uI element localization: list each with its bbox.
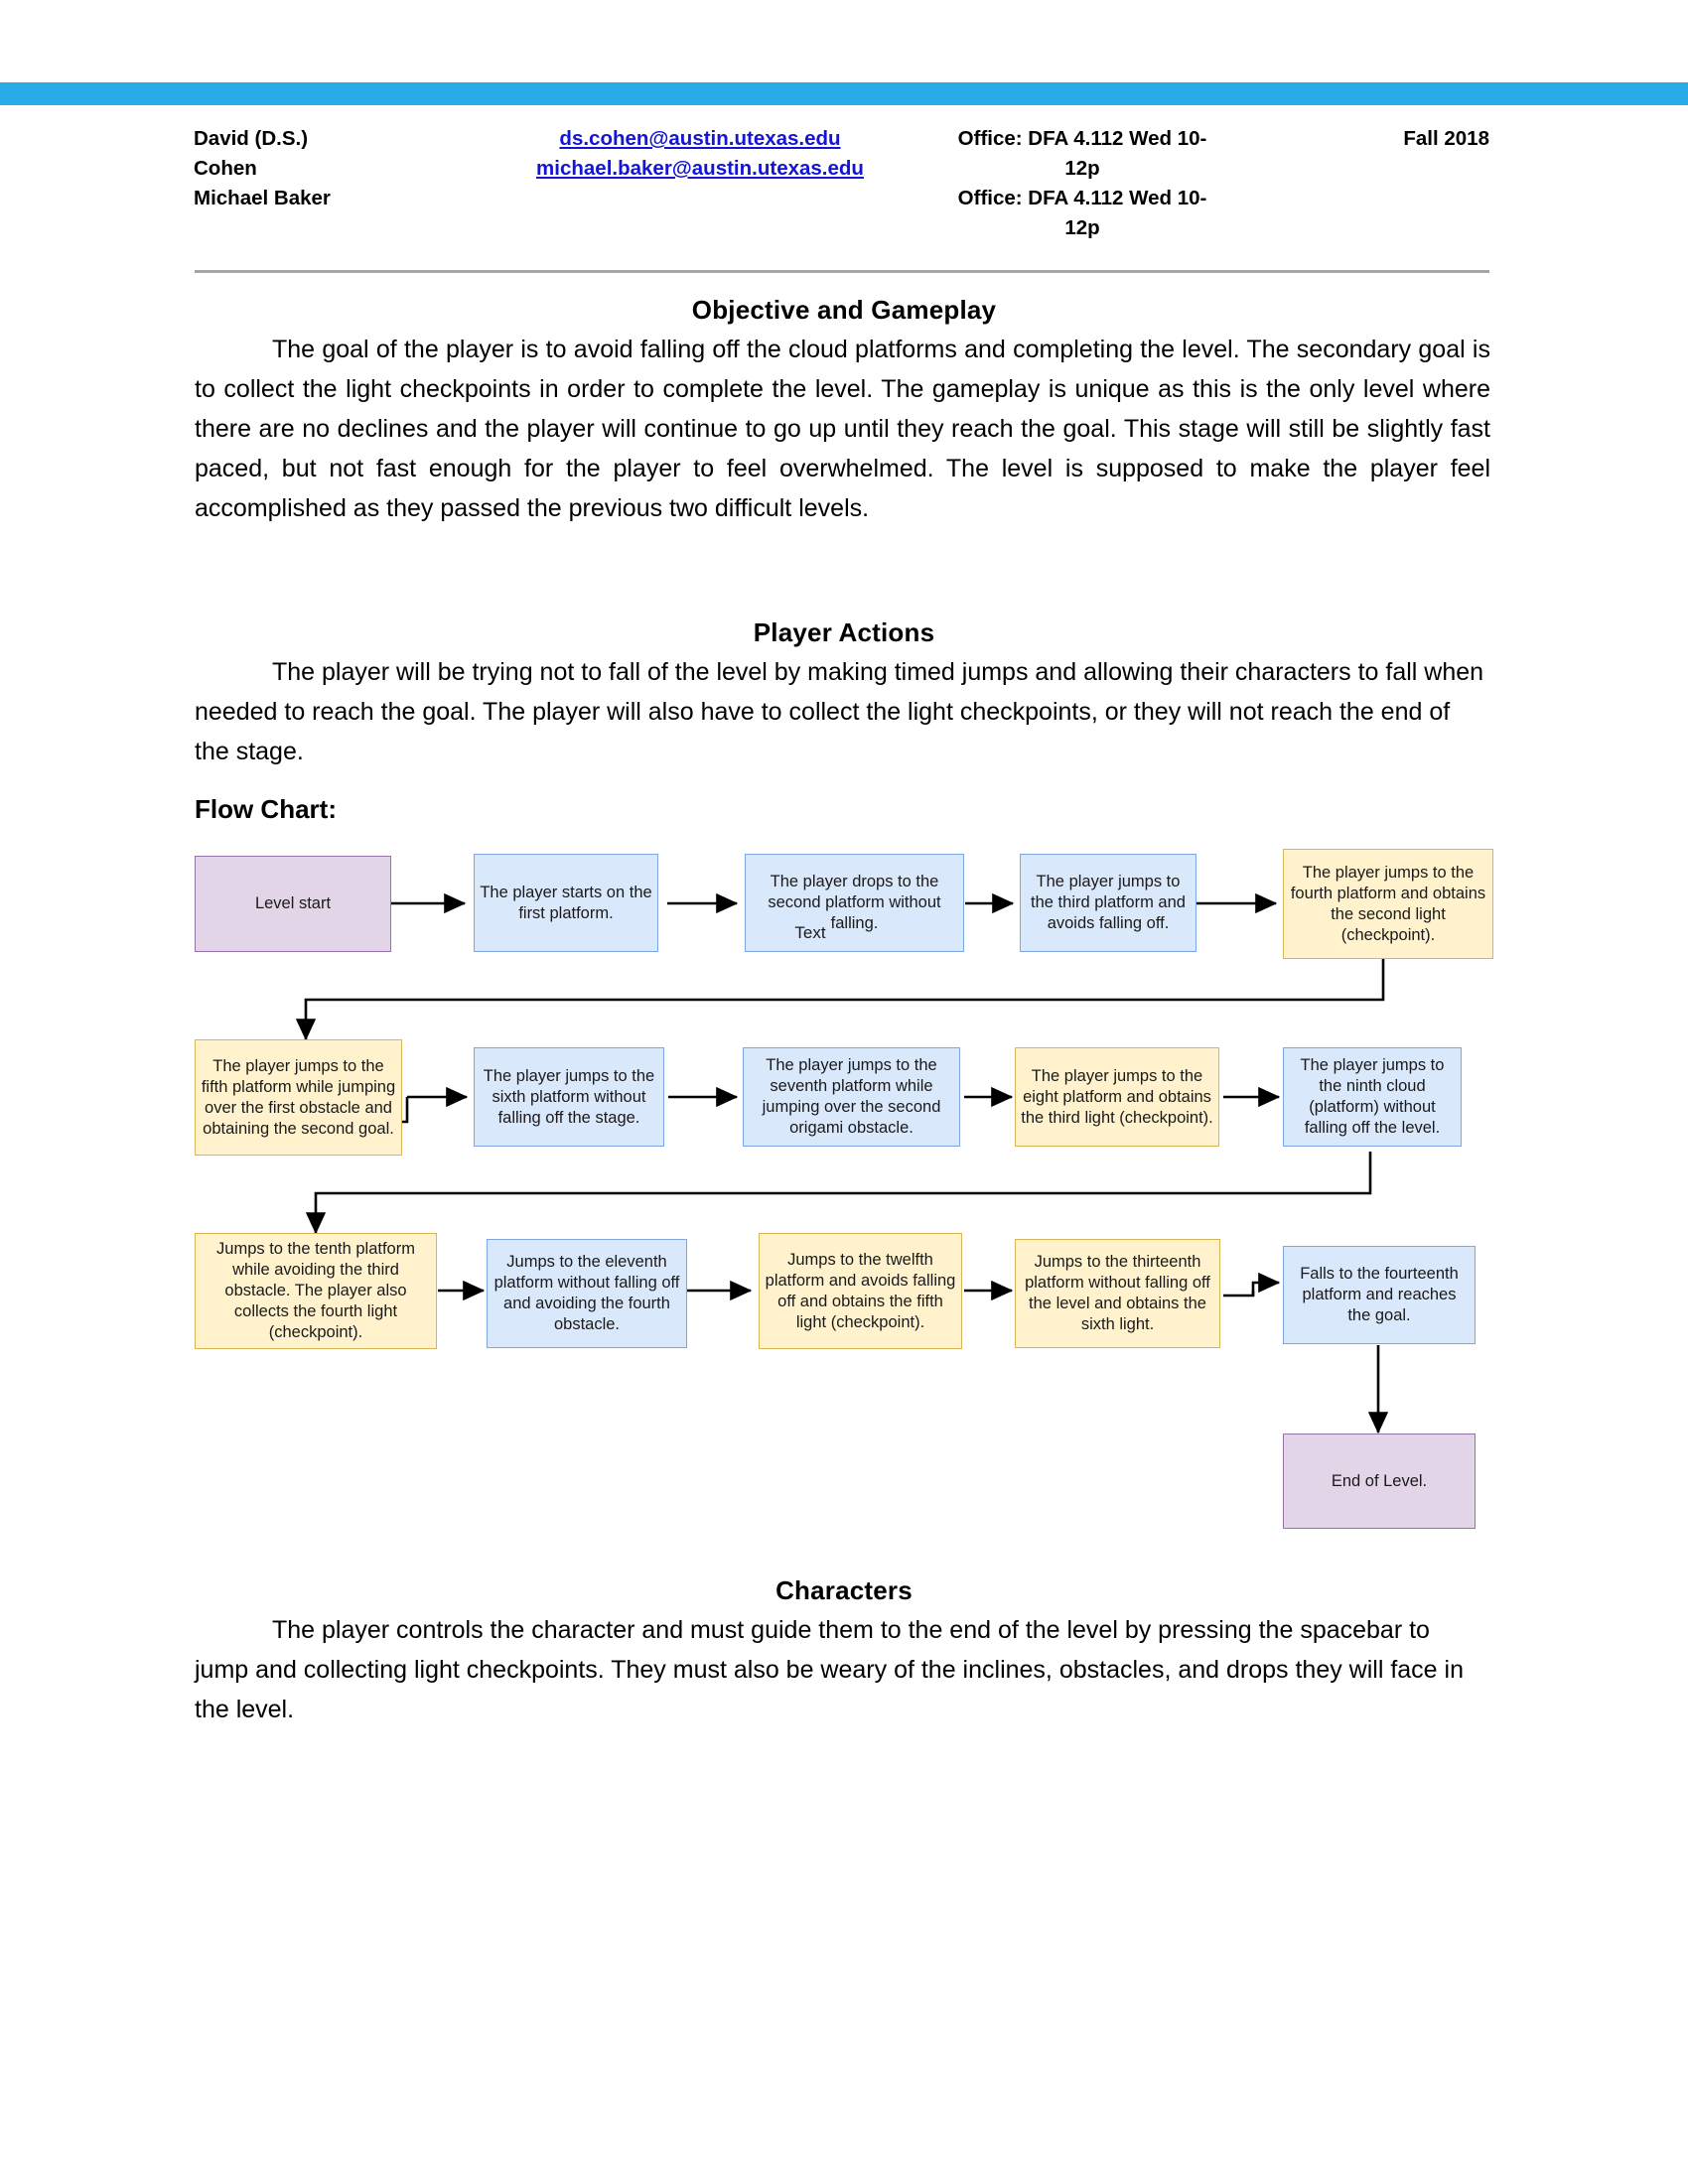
flow-node-text: The player jumps to the sixth platform without falling off the stage. bbox=[483, 1066, 655, 1127]
flow-node-first-platform[interactable] bbox=[474, 854, 658, 952]
flow-node-text: The player jumps to the fifth platform while jumping over the first obstacle and obtaining the second goal. bbox=[201, 1056, 396, 1138]
flow-chart-label: Flow Chart: bbox=[195, 794, 337, 824]
flow-node-text: The player jumps to the ninth cloud (platform) without falling off the level. bbox=[1300, 1056, 1445, 1137]
flow-node-text: The player jumps to the eight platform and obtains the third light (checkpoint). bbox=[1021, 1066, 1213, 1127]
flow-node-text: The player starts on the first platform. bbox=[480, 883, 652, 922]
section-title-objective: Objective and Gameplay bbox=[691, 295, 997, 325]
instructor-name-line-3: Michael Baker bbox=[194, 187, 331, 209]
edge-label: Text bbox=[794, 923, 826, 942]
office-line-2: 12p bbox=[1064, 157, 1100, 180]
office-line-3: Office: DFA 4.112 Wed 10- bbox=[957, 187, 1207, 209]
header-office-hours bbox=[909, 124, 1256, 243]
objective-text: The goal of the player is to avoid falling off the cloud platforms and completing the level. The secondary goal is to collect the light checkpoints in order to complete the level. The gameplay is unique as this is the only level where there are no declines and the player will continue to go up until they reach the goal. This stage will still be slightly fast paced, but not fast enough for the player to feel overwhelmed. The level is supposed to make the player feel accomplished as they passed the previous two difficult levels. bbox=[195, 336, 1490, 522]
flow-node-text: Level start bbox=[254, 894, 332, 912]
flow-node-text: Jumps to the tenth platform while avoiding the third obstacle. The player also collects the fourth light (checkpoint). bbox=[216, 1240, 415, 1341]
header-divider bbox=[195, 270, 1489, 273]
section-body-characters bbox=[195, 1610, 1490, 1729]
flow-node-text: Jumps to the twelfth platform and avoids falling off and obtains the fifth light (checkpoint). bbox=[765, 1250, 956, 1331]
instructor-name-line-1: David (D.S.) bbox=[194, 127, 309, 150]
flow-node-tenth-platform-checkpoint[interactable] bbox=[195, 1233, 437, 1349]
flow-node-sixth-platform[interactable] bbox=[474, 1047, 664, 1147]
office-line-4: 12p bbox=[1064, 216, 1100, 239]
flow-node-ninth-cloud[interactable] bbox=[1283, 1047, 1462, 1147]
flow-node-text: Jumps to the eleventh platform without falling off and avoiding the fourth obstacle. bbox=[493, 1253, 680, 1333]
flow-node-text: Jumps to the thirteenth platform without falling off the level and obtains the sixth light. bbox=[1025, 1253, 1210, 1333]
flow-node-twelfth-platform-checkpoint[interactable] bbox=[759, 1233, 962, 1349]
flow-node-text: The player drops to the second platform without falling. bbox=[768, 873, 941, 932]
player-actions-text: The player will be trying not to fall of the level by making timed jumps and allowing their characters to fall when needed to reach the goal. The player will also have to collect the light checkpoints, or they will not reach the end of the stage. bbox=[195, 658, 1484, 765]
header-emails bbox=[492, 124, 909, 184]
header-term: Fall 2018 bbox=[1403, 127, 1489, 150]
characters-text: The player controls the character and must guide them to the end of the level by pressing the spacebar to jump and collecting light checkpoints. They must also be weary of the inclines, obstacles, and drops they will face in the level. bbox=[195, 1616, 1464, 1723]
flow-node-text: The player jumps to the seventh platform while jumping over the second origami obstacle. bbox=[762, 1056, 941, 1137]
flow-node-third-platform[interactable] bbox=[1020, 854, 1196, 952]
flow-edge-label-text bbox=[751, 923, 870, 943]
flow-node-eleventh-platform[interactable] bbox=[487, 1239, 687, 1348]
top-accent-bar bbox=[0, 82, 1688, 105]
flow-node-text: Falls to the fourteenth platform and reaches the goal. bbox=[1300, 1265, 1459, 1324]
header-instructor-names bbox=[194, 124, 492, 213]
flow-node-fourth-platform-checkpoint[interactable] bbox=[1283, 849, 1493, 959]
flow-node-seventh-platform[interactable] bbox=[743, 1047, 960, 1147]
office-line-1: Office: DFA 4.112 Wed 10- bbox=[957, 127, 1207, 150]
flow-node-fourteenth-platform-goal[interactable] bbox=[1283, 1246, 1476, 1344]
flow-node-text: The player jumps to the third platform and avoids falling off. bbox=[1031, 873, 1186, 932]
email-link-ds-cohen[interactable]: ds.cohen@austin.utexas.edu bbox=[559, 127, 841, 150]
section-body-objective bbox=[195, 330, 1490, 528]
flow-node-end-of-level[interactable] bbox=[1283, 1433, 1476, 1529]
email-link-michael-baker[interactable]: michael.baker@austin.utexas.edu bbox=[536, 157, 864, 180]
document-header bbox=[194, 124, 1489, 243]
flow-node-text: End of Level. bbox=[1331, 1471, 1428, 1490]
flow-node-text: The player jumps to the fourth platform and obtains the second light (checkpoint). bbox=[1290, 863, 1486, 944]
section-title-player-actions: Player Actions bbox=[753, 617, 935, 647]
flow-node-thirteenth-platform[interactable] bbox=[1015, 1239, 1220, 1348]
instructor-name-line-2: Cohen bbox=[194, 157, 257, 180]
section-title-characters: Characters bbox=[775, 1575, 913, 1605]
flow-node-eighth-platform-checkpoint[interactable] bbox=[1015, 1047, 1219, 1147]
flow-node-fifth-platform[interactable] bbox=[195, 1039, 402, 1156]
flow-node-level-start[interactable] bbox=[195, 856, 391, 952]
section-body-player-actions bbox=[195, 652, 1490, 771]
